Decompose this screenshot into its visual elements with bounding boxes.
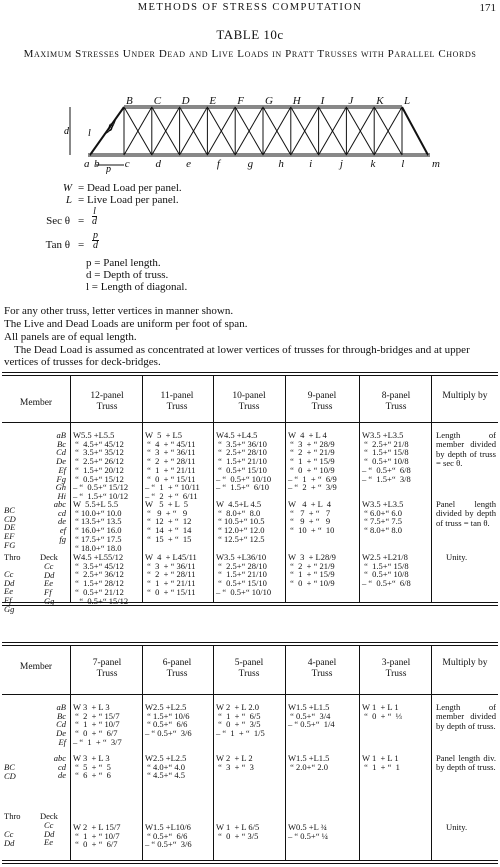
t2-header-6: 6-panel Truss (162, 658, 192, 679)
t1-g3-deck: Cc Dd Ee Ff Gg (44, 561, 55, 606)
t1-g3-col11: W 4 + L45/11 “ 3 + “ 36/11 “ 2 + “ 28/11 “ 1 + “ 21/11 “ 0 + “ 15/11 (145, 552, 197, 597)
t2-g3-through: Cc Dd (4, 829, 15, 848)
tan-numerator: p (93, 230, 98, 241)
t2-g1-col6: W2.5 +L2.5 “ 1.5+“ 10/6 “ 0.5+“ 6/6 – “ 0.5+“ 3/6 (145, 702, 192, 739)
vertex-label-bottom: k (370, 158, 376, 170)
vertex-label-bottom: l (401, 158, 405, 170)
t1-g3-multiplier: Unity. (446, 552, 468, 562)
t2-g1-col5: W 2 + L 2.0 “ 1 + “ 6/5 “ 0 + “ 3/5 – “ 1 + “ 1/5 (216, 702, 265, 739)
t1-g3-col9: W 3 + L28/9 “ 2 + “ 21/9 “ 1 + “ 15/9 “ 0 + “ 10/9 (288, 552, 336, 589)
t2-header-multiply: Multiply by (442, 658, 488, 668)
t1-g2-col11: W 5 + L 5 “ 9 + “ 9 “ 12 + “ 12 “ 14 + “ 14 “ 15 + “ 15 (145, 499, 192, 544)
t1-g1-col12: W5.5 +L5.5 “ 4.5+“ 45/12 “ 3.5+“ 35/12 “ 2.5+“ 26/12 “ 1.5+“ 20/12 “ 0.5+“ 15/12 – “ 0.5+“ 15/12 – “ 1.5+“ 10/12 (73, 430, 129, 501)
t2-g2-through: BC CD (4, 762, 16, 781)
t2-g3-deck: Cc Dd Ee (44, 820, 55, 848)
t2-header-5: 5-panel Truss (234, 658, 264, 679)
t1-header-11: 11-panel Truss (160, 391, 194, 412)
t2-g2-multiplier: Panel length div. by depth of truss. (436, 753, 496, 773)
legend-w-def: = Dead Load per panel. (78, 182, 182, 194)
t1-header-member: Member (19, 398, 53, 408)
legend-tan-frac (92, 231, 99, 250)
depth-label: d (64, 126, 69, 137)
t2-g3-col7: W 2 + L 15/7 “ 1 + “ 10/7 “ 0 + “ 6/7 (73, 822, 121, 850)
t2-g2-col3: W 1 + L 1 “ 1 + “ 1 (362, 753, 400, 772)
t1-g3-deck-head: Deck (40, 552, 58, 562)
t2-g2-col5: W 2 + L 2 “ 3 + “ 3 (216, 753, 254, 772)
t1-g3-col8: W2.5 +L21/8 “ 1.5+“ 15/8 “ 0.5+“ 10/8 – “ 0.5+“ 6/8 (362, 552, 411, 589)
theta-label: θ (108, 123, 113, 134)
vertex-label-bottom: j (339, 158, 343, 170)
note-3: All panels are of equal length. (4, 331, 137, 343)
tan-denominator: d (93, 240, 98, 251)
legend-tan-eq: = (78, 239, 85, 251)
vertex-label-top: D (181, 95, 190, 107)
legend-tan: Tan θ (45, 239, 70, 251)
t2-g3-col6: W1.5 +L10/6 “ 0.5+“ 6/6 – “ 0.5+“ 3/6 (145, 822, 192, 850)
sec-numerator: l (93, 206, 96, 217)
legend-d-def: d = Depth of truss. (86, 269, 169, 281)
vertex-label-bottom: g (247, 158, 254, 170)
legend-l-symbol: L (65, 194, 72, 206)
t2-g2-col4: W1.5 +L1.5 “ 2.0+“ 2.0 (288, 753, 330, 772)
t2-g3-col5: W 1 + L 6/5 “ 0 + “ 3/5 (216, 822, 260, 841)
t2-g3-multiplier: Unity. (446, 822, 468, 832)
t2-g3-col4: W0.5 +L ¾ – “ 0.5+“ ¼ (288, 822, 328, 841)
t2-g2-col6: W2.5 +L2.5 “ 4.0+“ 4.0 “ 4.5+“ 4.5 (145, 753, 187, 781)
t1-header-9: 9-panel Truss (307, 391, 337, 412)
table-caption: Maximum Stresses Under Dead and Live Loads in Pratt Trusses with Parallel Chords (23, 48, 477, 60)
t2-g1-members: aB Bc Cd De Ef (56, 702, 66, 747)
vertex-label-top: C (153, 95, 162, 107)
vertex-label-a: a (84, 158, 90, 170)
t1-g1-members: aB Bc Cd De Ef Fg Gh Hi (55, 430, 66, 501)
sec-denominator: d (92, 216, 97, 227)
note-1: For any other truss, letter vertices in manner shown. (4, 305, 234, 317)
t1-g2-col12: W 5.5+L 5.5 “ 10.0+“ 10.0 “ 13.5+“ 13.5 “ 16.0+“ 16.0 “ 17.5+“ 17.5 “ 18.0+“ 18.0 (73, 499, 122, 553)
t1-g2-col9: W 4 + L 4 “ 7 + “ 7 “ 9 + “ 9 “ 10 + “ 10 (288, 499, 335, 536)
t2-header-7: 7-panel Truss (92, 658, 122, 679)
diag-label: l (88, 128, 91, 139)
t1-g2-multiplier: Panel length divided by depth of truss = tan θ. (436, 499, 496, 528)
vertex-label-top: J (348, 95, 354, 107)
t2-g1-col4: W1.5 +L1.5 “ 0.5+“ 3/4 – “ 0.5+“ 1/4 (288, 702, 335, 730)
vertex-label-bottom: i (309, 158, 313, 170)
t2-header-3: 3-panel Truss (381, 658, 411, 679)
table-number: TABLE 10c (216, 27, 284, 42)
t1-g3-col10: W3.5 +L36/10 “ 2.5+“ 28/10 “ 1.5+“ 21/10 “ 0.5+“ 15/10 – “ 0.5+“ 10/10 (216, 552, 272, 597)
t2-g2-col7: W 3 + L 3 “ 5 + “ 5 “ 6 + “ 6 (73, 753, 111, 781)
t2-g1-col3: W 1 + L 1 “ 0 + “ ⅓ (362, 702, 402, 721)
t2-g3-thro-head: Thro (4, 811, 21, 821)
t1-header-12: 12-panel Truss (90, 391, 124, 412)
vertex-label-bottom: d (155, 158, 161, 170)
note-4: The Dead Load is assumed as concentrated at lower vertices of trusses for through-bridges and at upper vertices of trusses for deck-bridges. (4, 344, 470, 368)
t1-g2-through: BC CD DE EF FG (4, 505, 16, 550)
legend-sec-frac (92, 207, 97, 226)
t1-header-multiply: Multiply by (442, 391, 488, 401)
t2-g3-deck-head: Deck (40, 811, 58, 821)
t1-header-10: 10-panel Truss (232, 391, 266, 412)
t1-g2-deck: abc cd de ef fg (53, 499, 66, 544)
panel-label: p (106, 164, 111, 174)
vertex-label-bottom: f (216, 158, 220, 170)
legend (0, 182, 500, 302)
vertex-label-bottom: c (124, 158, 130, 170)
t1-header-8: 8-panel Truss (381, 391, 411, 412)
vertex-label-top: E (209, 95, 217, 107)
legend-w-symbol: W (62, 182, 72, 194)
vertex-label-bottom: m (432, 158, 440, 170)
page-number: 171 (479, 2, 496, 14)
legend-l-def: = Live Load per panel. (78, 194, 179, 206)
t1-g1-col10: W4.5 +L4.5 “ 3.5+“ 36/10 “ 2.5+“ 28/10 “ 1.5+“ 21/10 “ 0.5+“ 15/10 – “ 0.5+“ 10/10 – “ 1.5+“ 6/10 (216, 430, 272, 493)
vertex-label-top: K (376, 95, 384, 107)
t2-g1-col7: W 3 + L 3 “ 2 + “ 15/7 “ 1 + “ 10/7 “ 0 + “ 6/7 – “ 1 + “ 3/7 (73, 702, 122, 747)
vertex-label-top: G (265, 95, 273, 107)
t1-g3-thro-head: Thro (4, 552, 21, 562)
t1-g2-col8: W3.5 +L3.5 “ 6.0+“ 6.0 “ 7.5+“ 7.5 “ 8.0+“ 8.0 (362, 499, 404, 536)
vertex-label-top: I (320, 95, 325, 107)
t1-g1-multiplier: Length of member divided by depth of truss = sec θ. (436, 430, 496, 469)
legend-sec: Sec θ (46, 215, 70, 227)
t2-header-4: 4-panel Truss (307, 658, 337, 679)
legend-sec-eq: = (78, 215, 85, 227)
t1-g1-col11: W 5 + L5 “ 4 + “ 45/11 “ 3 + “ 36/11 “ 2 + “ 28/11 “ 1 + “ 21/11 “ 0 + “ 15/11 – “ 1 + “ 10/11 – “ 2 + “ 6/11 (145, 430, 200, 501)
t1-g1-col8: W3.5 +L3.5 “ 2.5+“ 21/8 “ 1.5+“ 15/8 “ 0.5+“ 10/8 – “ 0.5+“ 6/8 – “ 1.5+“ 3/8 (362, 430, 411, 484)
legend-p-def: p = Panel length. (86, 257, 161, 269)
legend-l-def2: l = Length of diagonal. (86, 281, 188, 293)
t1-g3-col12: W4.5 +L55/12 “ 3.5+“ 45/12 “ 2.5+“ 36/12 “ 1.5+“ 28/12 “ 0.5+“ 21/12 – “ 0.5+“ 15/12 (73, 552, 129, 606)
vertex-label-top: B (126, 95, 133, 107)
vertex-label-bottom: e (186, 158, 192, 170)
t2-header-member: Member (19, 662, 53, 672)
vertex-label-bottom: b (94, 158, 100, 170)
t2-g1-multiplier: Length of member divided by depth of truss. (436, 702, 496, 731)
running-head (0, 2, 500, 16)
vertex-label-top: L (404, 95, 411, 107)
t1-g2-col10: W 4.5+L 4.5 “ 8.0+“ 8.0 “ 10.5+“ 10.5 “ 12.0+“ 12.0 “ 12.5+“ 12.5 (216, 499, 265, 544)
note-2: The Live and Dead Loads are uniform per foot of span. (4, 318, 248, 330)
vertex-label-top: H (292, 95, 301, 107)
vertex-label-top: F (237, 95, 244, 107)
t1-g3-through: Cc Dd Ee Ff Gg (4, 569, 15, 614)
pratt-truss-diagram (60, 94, 445, 174)
running-head-title: METHODS OF STRESS COMPUTATION (137, 2, 363, 13)
t1-g1-col9: W 4 + L 4 “ 3 + “ 28/9 “ 2 + “ 21/9 “ 1 + “ 15/9 “ 0 + “ 10/9 – “ 1 + “ 6/9 – “ 2 + “ 3/9 (288, 430, 337, 493)
vertex-label-bottom: h (278, 158, 284, 170)
t2-g2-deck: abc cd de (53, 753, 66, 781)
